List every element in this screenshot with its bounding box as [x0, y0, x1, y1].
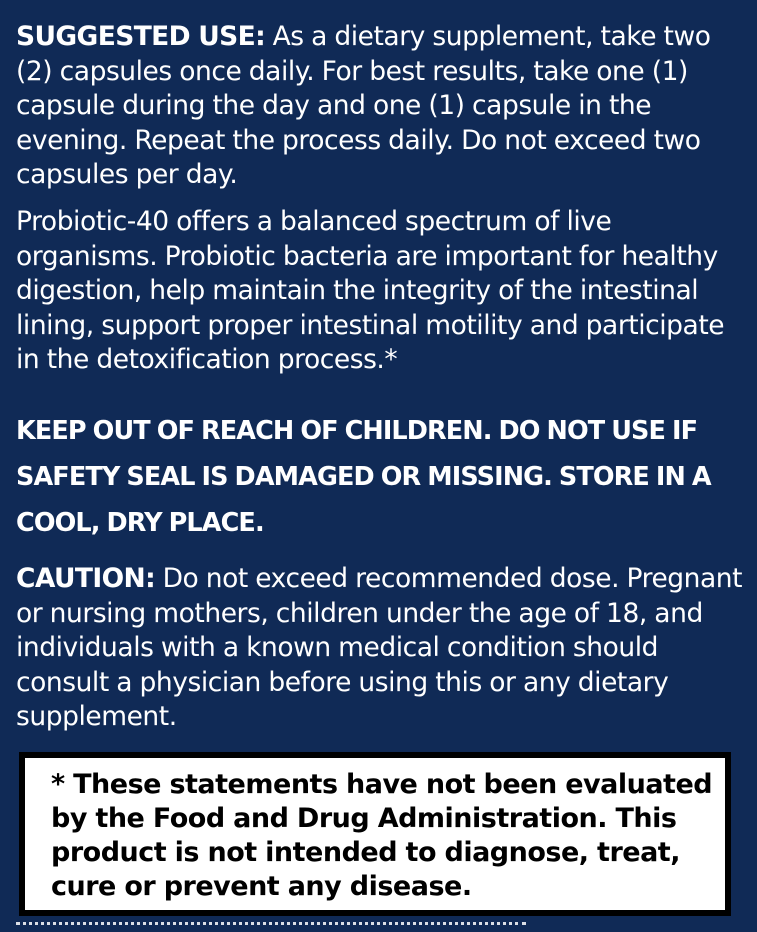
suggested-use-text: As a dietary supplement, take two (2) capsules once daily. For best results, take one (1) capsule during the day and one (1) capsule in the evening. Repeat the process daily. Do not exceed two capsules per day. — [16, 21, 711, 190]
cut-off-text-fragment — [16, 922, 526, 929]
cut-off-text-line — [16, 922, 526, 932]
caution-text: Do not exceed recommended dose. Pregnant or nursing mothers, children under the age of 18, and individuals with a known medical condition should consult a physician before using this or any dietary supplement. — [16, 563, 743, 732]
product-description: Probiotic-40 offers a balanced spectrum of live organisms. Probiotic bacteria are important for healthy digestion, help maintain the integrity of the intestinal lining, support proper intestinal motility and participate in the detoxification process.* — [16, 206, 725, 375]
fda-disclaimer-text: * These statements have not been evaluated by the Food and Drug Administration. This product is not intended to diagnose, treat, cure or prevent any disease. — [51, 769, 713, 902]
fda-disclaimer-box — [19, 752, 731, 916]
suggested-use-heading: SUGGESTED USE: — [16, 21, 266, 52]
suggested-use-paragraph — [16, 20, 747, 193]
caution-paragraph — [16, 562, 747, 735]
caution-heading: CAUTION: — [16, 563, 156, 594]
safety-warning: KEEP OUT OF REACH OF CHILDREN. DO NOT USE IF SAFETY SEAL IS DAMAGED OR MISSING. STORE IN A COOL, DRY PLACE. — [16, 416, 711, 538]
